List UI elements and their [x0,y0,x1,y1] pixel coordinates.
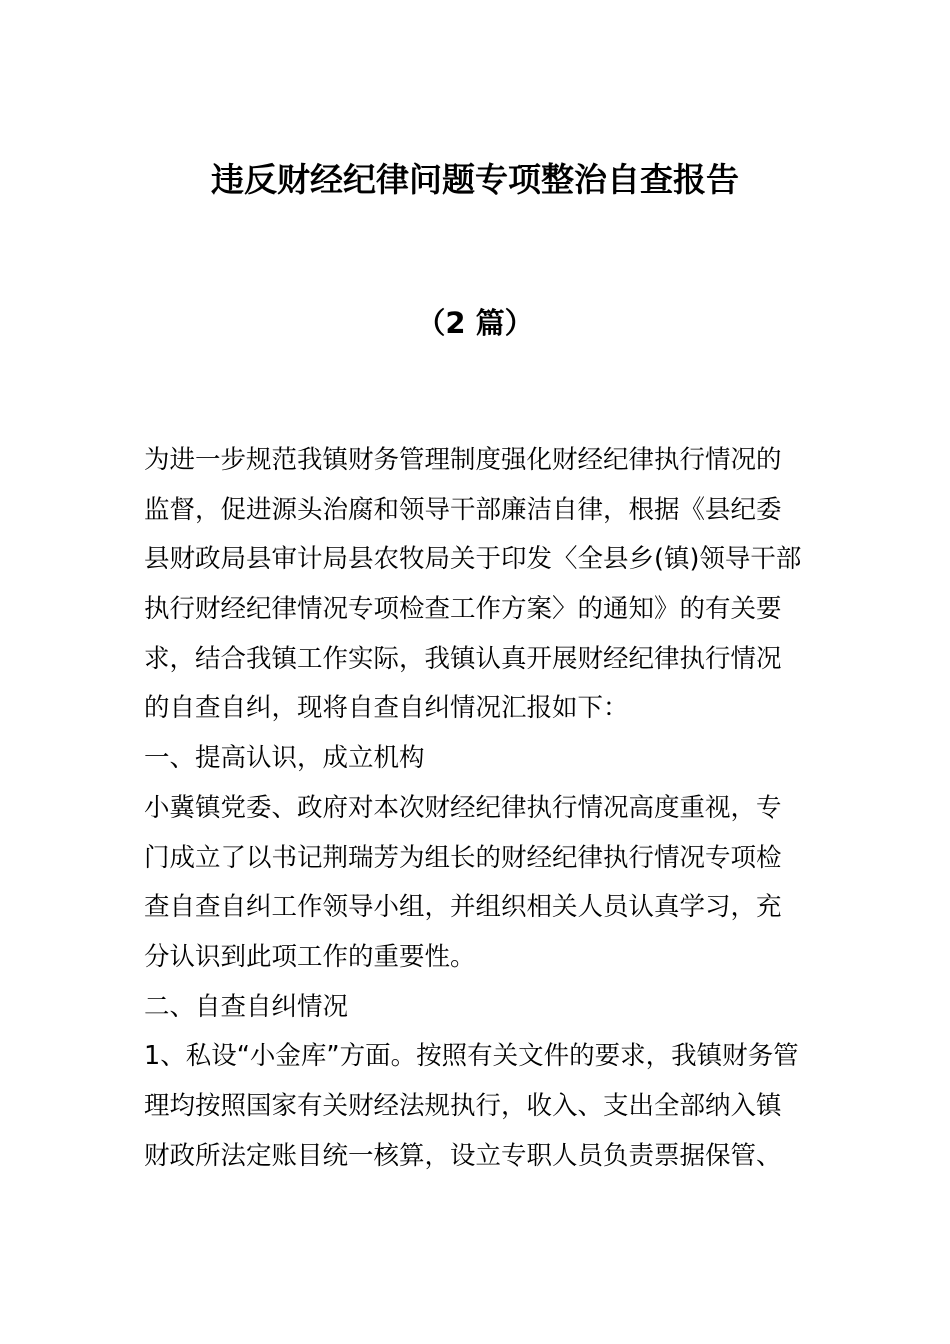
section-heading: 二、自查自纠情况 [144,991,349,1022]
document-body [144,436,814,1181]
body-line: 理均按照国家有关财经法规执行，收入、支出全部纳入镇 [144,1090,782,1121]
body-line: 1、私设“小金库”方面。按照有关文件的要求，我镇财务管 [144,1041,799,1072]
body-line: 小冀镇党委、政府对本次财经纪律执行情况高度重视，专 [144,792,782,823]
body-line: 求，结合我镇工作实际，我镇认真开展财经纪律执行情况 [144,643,782,674]
document-title: 违反财经纪律问题专项整治自查报告 [211,160,739,199]
body-line: 分认识到此项工作的重要性。 [144,941,476,972]
body-line: 为进一步规范我镇财务管理制度强化财经纪律执行情况的 [144,445,782,475]
document-subtitle: （2 篇） [416,306,534,340]
body-line: 监督，促进源头治腐和领导干部廉洁自律，根据《县纪委 [144,494,782,525]
body-line: 门成立了以书记荆瑞芳为组长的财经纪律执行情况专项检 [144,842,782,873]
section-heading: 一、提高认识，成立机构 [144,743,425,774]
body-line: 县财政局县审计局县农牧局关于印发〈全县乡(镇)领导干部 [144,544,802,575]
body-line: 查自查自纠工作领导小组，并组织相关人员认真学习，充 [144,892,782,923]
body-line: 的自查自纠，现将自查自纠情况汇报如下： [144,693,629,724]
body-line: 财政所法定账目统一核算，设立专职人员负责票据保管、 [144,1140,782,1171]
body-line: 执行财经纪律情况专项检查工作方案〉的通知》的有关要 [144,594,782,625]
